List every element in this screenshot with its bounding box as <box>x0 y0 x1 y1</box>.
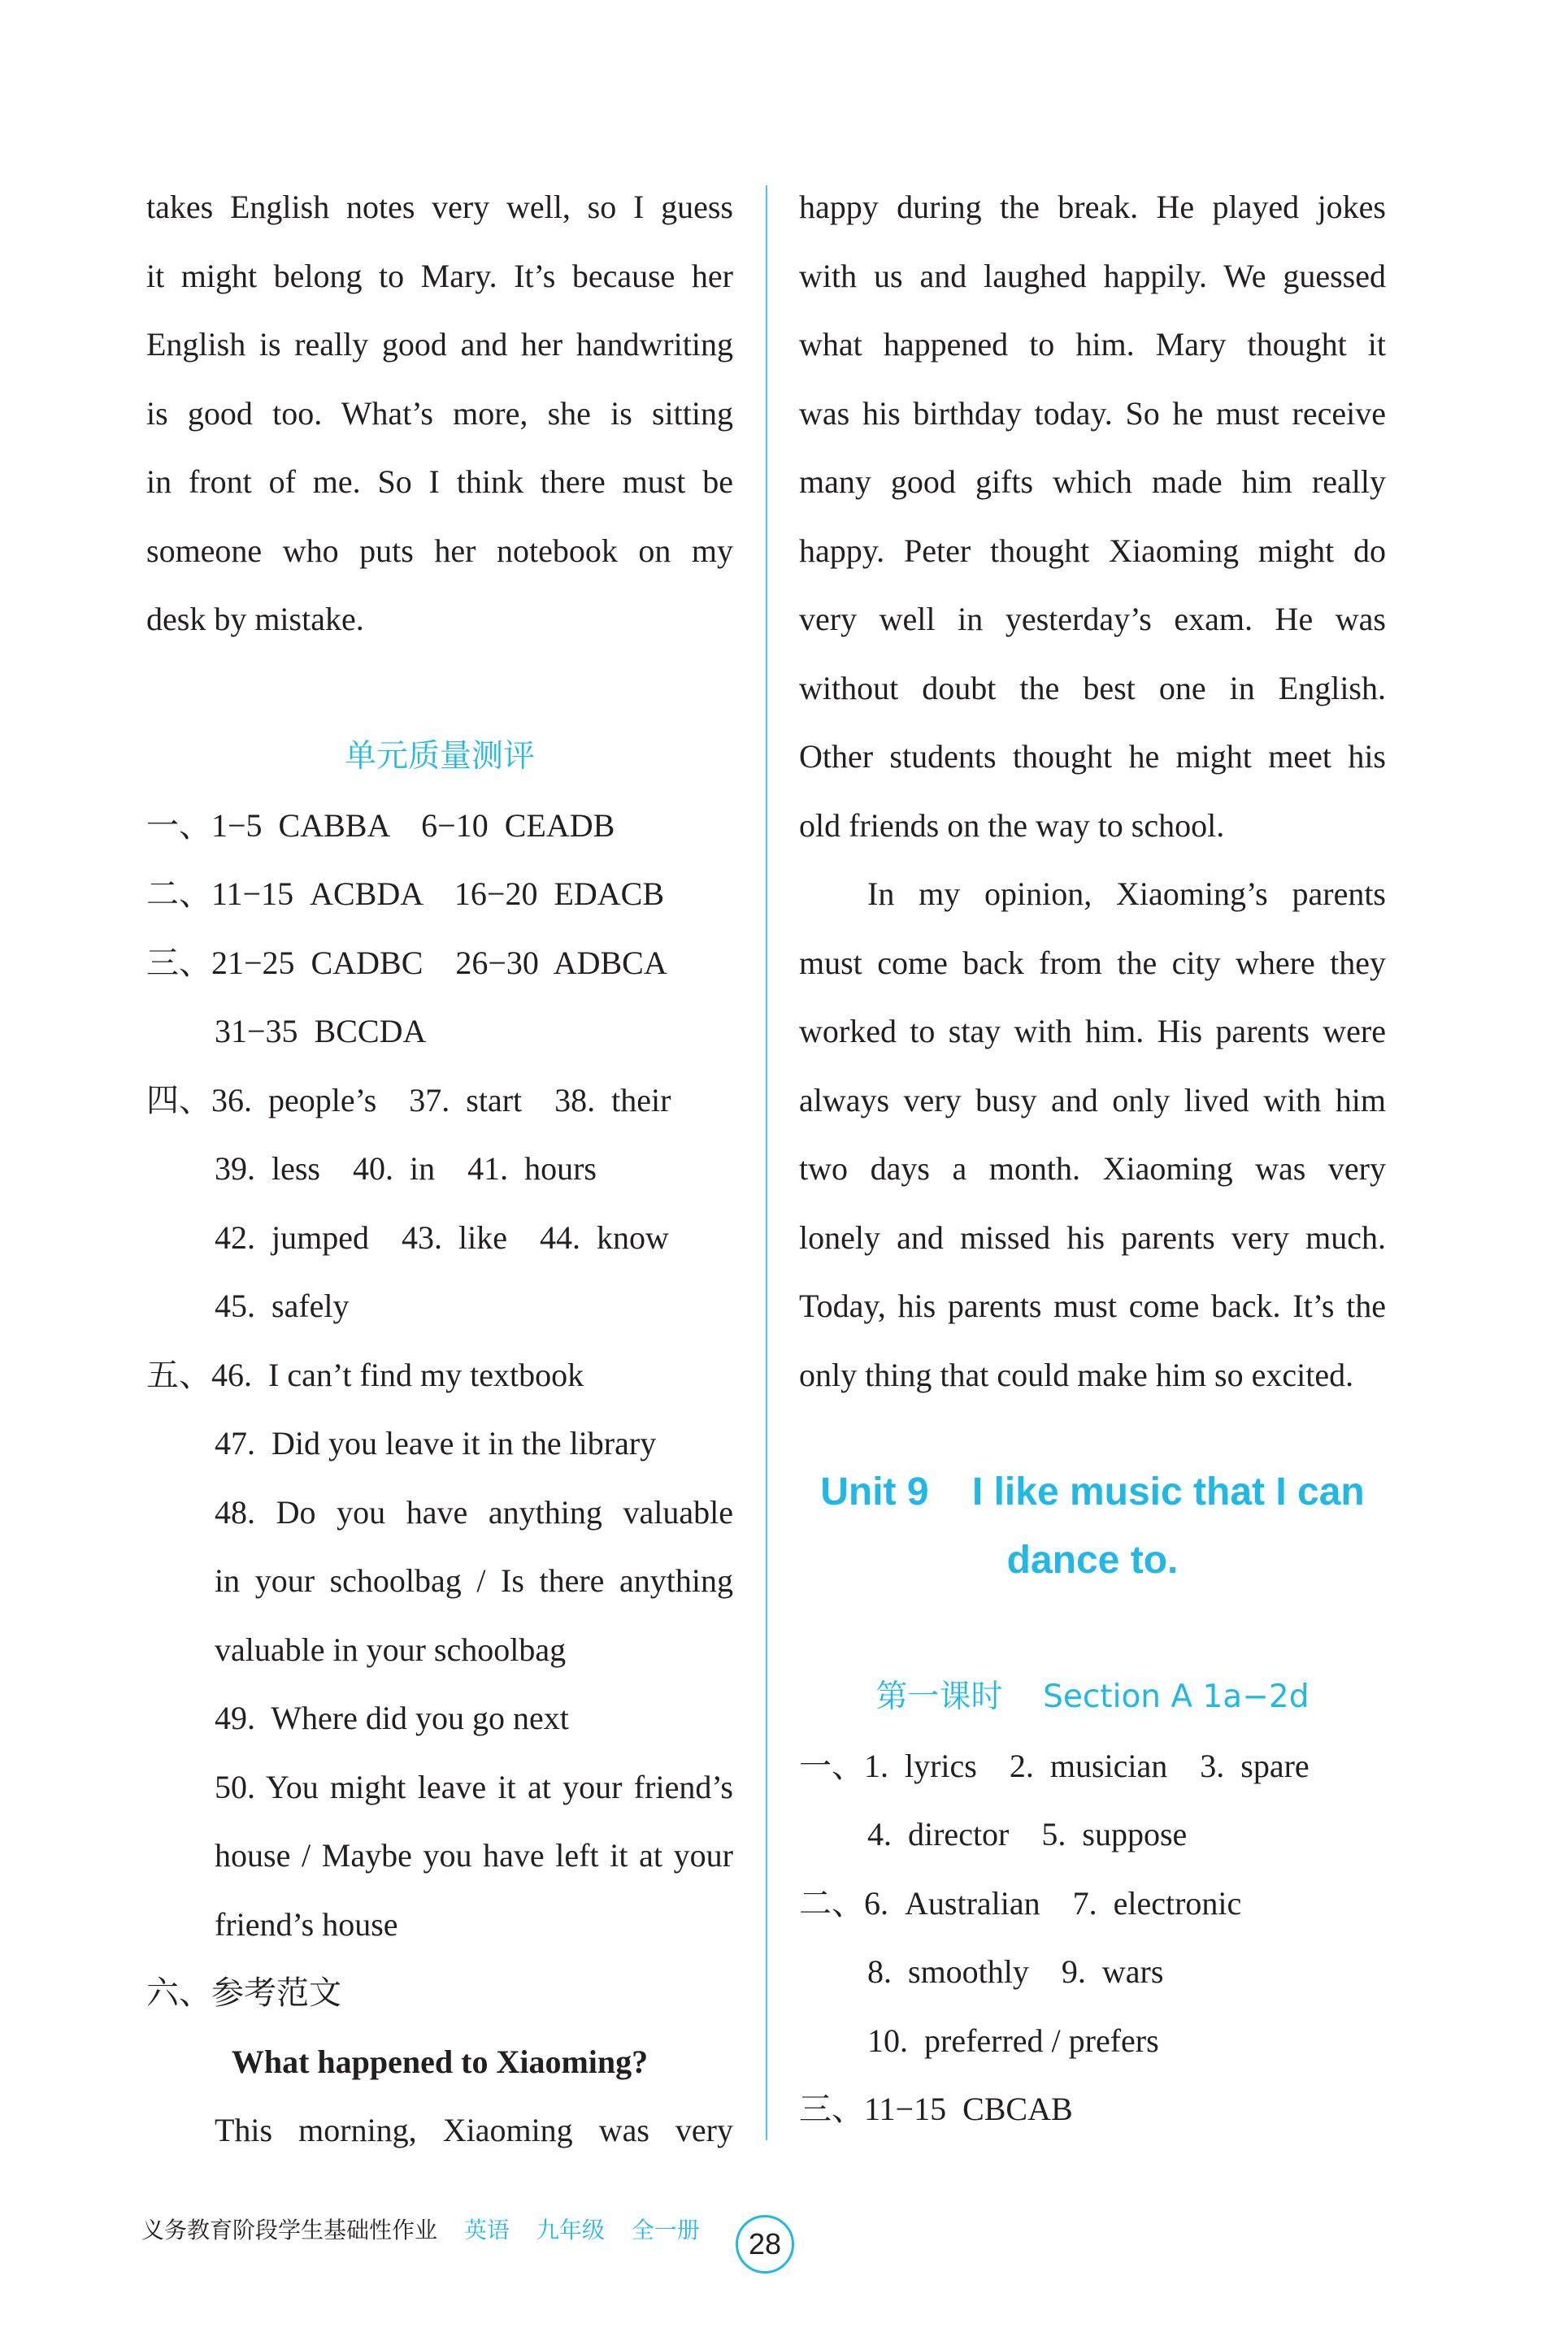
text-line: old friends on the way to school. <box>799 806 1225 844</box>
answer-line: 49. Where did you go next <box>215 1700 569 1736</box>
answer-line: 二、11−15 ACBDA 16−20 EDACB <box>146 875 665 912</box>
text-line: lonely and missed his parents very much. <box>799 1218 1386 1256</box>
text-line: in front of me. So I think there must be <box>146 463 733 500</box>
footer-book-title: 义务教育阶段学生基础性作业 <box>141 2217 438 2243</box>
text-line: is good too. What’s more, she is sitting <box>146 394 733 432</box>
column-divider <box>766 185 767 2140</box>
answer-line: house / Maybe you have left it at your <box>215 1837 733 1874</box>
text-line: someone who puts her notebook on my <box>146 532 733 569</box>
left-column <box>146 173 733 2165</box>
text-line: worked to stay with him. His parents were <box>799 1013 1386 1049</box>
text-line: many good gifts which made him really <box>799 463 1386 500</box>
footer-volume: 全一册 <box>631 2217 700 2243</box>
text-line: happy during the break. He played jokes <box>799 189 1386 225</box>
unit-title: Unit 9 I like music that I can <box>820 1470 1365 1514</box>
text-line: English is really good and her handwriting <box>146 326 733 363</box>
answer-line: 8. smoothly 9. wars <box>867 1953 1164 1990</box>
answer-line: in your schoolbag / Is there anything <box>215 1562 733 1599</box>
answer-line: 48. Do you have anything valuable <box>215 1493 733 1531</box>
text-line: always very busy and only lived with him <box>799 1081 1386 1118</box>
text-line: must come back from the city where they <box>799 944 1386 981</box>
text-line: happy. Peter thought Xiaoming might do <box>799 532 1386 569</box>
answer-line: 一、1. lyrics 2. musician 3. spare <box>799 1747 1310 1784</box>
text-line: two days a month. Xiaoming was very <box>799 1150 1386 1187</box>
text-line: very well in yesterday’s exam. He was <box>799 601 1386 637</box>
section-heading: 单元质量测评 <box>344 738 535 775</box>
answer-line: 一、1−5 CABBA 6−10 CEADB <box>146 806 615 844</box>
lesson-heading: 第一课时 Section A 1a−2d <box>875 1679 1310 1715</box>
answer-line: 50. You might leave it at your friend’s <box>215 1768 733 1805</box>
text-line: with us and laughed happily. We guessed <box>799 257 1386 294</box>
text-line: In my opinion, Xiaoming’s parents <box>867 875 1386 912</box>
right-column <box>799 173 1386 2144</box>
text-line: takes English notes very well, so I guess <box>146 189 733 225</box>
footer <box>141 2213 700 2245</box>
text-line: was his birthday today. So he must receive <box>799 394 1386 432</box>
text-line: Other students thought he might meet his <box>799 738 1386 775</box>
answer-line: 三、11−15 CBCAB <box>799 2091 1073 2127</box>
text-line: what happened to him. Mary thought it <box>799 326 1386 363</box>
answer-line: 10. preferred / prefers <box>867 2022 1159 2059</box>
text-line: This morning, Xiaoming was very <box>215 2112 733 2148</box>
essay-title: What happened to Xiaoming? <box>231 2043 649 2080</box>
answer-line: 31−35 BCCDA <box>215 1013 427 1049</box>
answer-line: 4. director 5. suppose <box>867 1816 1188 1852</box>
answer-line: friend’s house <box>215 1905 398 1943</box>
text-line: it might belong to Mary. It’s because her <box>146 257 733 294</box>
footer-subject: 英语 <box>463 2217 510 2243</box>
unit-title-continued: dance to. <box>1006 1539 1179 1582</box>
text-line: only thing that could make him so excited. <box>799 1356 1354 1393</box>
answer-line: 45. safely <box>215 1288 350 1324</box>
answer-line: 六、参考范文 <box>146 1974 341 2011</box>
text-line: desk by mistake. <box>146 601 364 637</box>
page-number: 28 <box>736 2215 794 2274</box>
answer-line: 五、46. I can’t find my textbook <box>146 1356 584 1393</box>
answer-line: 39. less 40. in 41. hours <box>215 1150 597 1187</box>
footer-grade: 九年级 <box>536 2217 605 2243</box>
answer-line: valuable in your schoolbag <box>215 1631 567 1668</box>
answer-line: 四、36. people’s 37. start 38. their <box>146 1081 671 1118</box>
answer-line: 三、21−25 CADBC 26−30 ADBCA <box>146 944 667 981</box>
answer-line: 二、6. Australian 7. electronic <box>799 1884 1242 1922</box>
text-line: Today, his parents must come back. It’s the <box>799 1288 1386 1324</box>
answer-line: 42. jumped 43. like 44. know <box>215 1218 669 1256</box>
text-line: without doubt the best one in English. <box>799 669 1386 706</box>
answer-line: 47. Did you leave it in the library <box>215 1425 657 1462</box>
